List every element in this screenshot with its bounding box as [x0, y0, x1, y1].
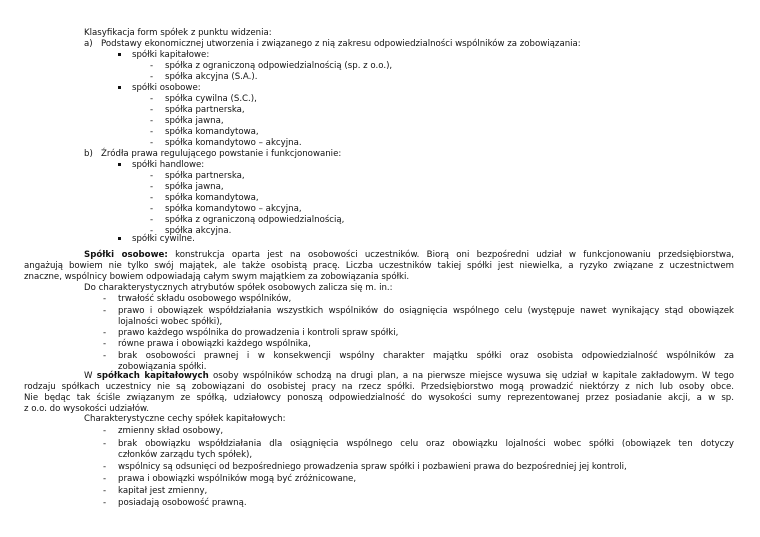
list-item: spółka partnerska, — [165, 171, 245, 181]
dash-bullet: - — [150, 72, 154, 82]
dash-bullet: - — [150, 226, 154, 236]
square-bullet-icon — [118, 237, 121, 240]
dash-bullet: - — [150, 127, 154, 137]
dash-bullet: - — [150, 171, 154, 181]
dash-bullet: - — [150, 204, 154, 214]
feature-item-cont: członków zarządu tych spółek), — [118, 450, 253, 460]
dash-bullet: - — [150, 182, 154, 192]
attributes-intro: Do charakterystycznych atrybutów spółek osobowych zalicza się m. in.: — [84, 283, 393, 293]
dash-bullet: - — [103, 486, 107, 496]
feature-item: prawa i obowiązki wspólników mogą być zróżnicowane, — [118, 474, 357, 484]
square-bullet-icon — [118, 163, 121, 166]
feature-item: wspólnicy są odsunięci od bezpośredniego prowadzenia spraw spółki i pozbawieni prawa do bezpośredniej jej kontroli, — [118, 462, 627, 472]
kapitalowe-line-1: W spółkach kapitałowych osoby wspólników schodzą na drugi plan, a na pierwsze miejsce wysuwa się udział w kapitale zakładowym. W tego — [84, 371, 735, 381]
list-item: spółka z ograniczoną odpowiedzialnością, — [165, 215, 345, 225]
dash-bullet: - — [103, 439, 107, 449]
dash-bullet: - — [150, 138, 154, 148]
feature-item: brak obowiązku współdziałania dla osiągnięcia wspólnego celu oraz obowiązku lojalności wobec spółki (obowiązek ten dotyczy — [118, 439, 734, 449]
attribute-item: prawo każdego wspólnika do prowadzenia i kontroli spraw spółki, — [118, 328, 399, 338]
group-label: spółki kapitałowe: — [132, 50, 210, 60]
dash-bullet: - — [103, 462, 107, 472]
dash-bullet: - — [150, 61, 154, 71]
osobowe-line-2: angażują bowiem nie tylko swój majątek, ale także osobistą pracę. Liczba uczestników takiej spółki jest niewielka, a ryzyko związane z uczestnictwem — [24, 261, 734, 271]
dash-bullet: - — [103, 474, 107, 484]
feature-item: kapitał jest zmienny, — [118, 486, 208, 496]
kapitalowe-line-2: rodzaju spółkach uczestnicy nie są zobowiązani do osobistej pracy na rzecz spółki. Przedsiębiorstwo mogą prowadzić niektórzy z nich lub osoby obce. — [24, 382, 734, 392]
kapitalowe-line-4: z o.o. do wysokości udziałów. — [24, 404, 149, 414]
group-label: spółki handlowe: — [132, 160, 205, 170]
square-bullet-icon — [118, 86, 121, 89]
list-item: spółka akcyjna. — [165, 226, 232, 236]
list-marker-a: a) — [84, 39, 93, 49]
attribute-item: prawo i obowiązek współdziałania wszystkich wspólników do osiągnięcia wspólnego celu (występuje nawet wynikający stąd obowiązek — [118, 306, 734, 316]
osobowe-line-3: znaczne, wspólnicy bowiem odpowiadają całym swym majątkiem za zobowiązania spółki. — [24, 272, 410, 282]
dash-bullet: - — [103, 426, 107, 436]
osobowe-line-1: Spółki osobowe: konstrukcja oparta jest na osobowości uczestników. Biorą oni bezpośredni udział w funkcjonowaniu przedsiębiorstwa, — [84, 250, 734, 260]
list-item: spółka komandytowa, — [165, 127, 259, 137]
list-item: spółka komandytowo – akcyjna, — [165, 204, 302, 214]
attribute-item-cont: lojalności wobec spółki), — [118, 317, 223, 327]
kapitalowe-line-3: Nie będąc tak ściśle związanym ze spółką, udziałowcy ponoszą odpowiedzialność do wysokości sumy reprezentowanej przez posiadanie akcji, a w sp. — [24, 393, 734, 403]
kapitalowe-term: spółkach kapitałowych — [96, 371, 209, 381]
list-item: spółka z ograniczoną odpowiedzialnością (sp. z o.o.), — [165, 61, 393, 71]
group-label: spółki osobowe: — [132, 83, 201, 93]
dash-bullet: - — [150, 215, 154, 225]
dash-bullet: - — [103, 498, 107, 508]
list-item: spółka akcyjna (S.A.). — [165, 72, 258, 82]
list-item: spółka partnerska, — [165, 105, 245, 115]
list-item: spółka cywilna (S.C.), — [165, 94, 257, 104]
list-item: spółka komandytowo – akcyjna. — [165, 138, 302, 148]
classification-intro: Klasyfikacja form spółek z punktu widzenia: — [84, 28, 272, 38]
attribute-item: brak osobowości prawnej i w konsekwencji wspólny charakter majątku spółki oraz osobista odpowiedzialność wspólników za — [118, 351, 734, 361]
group-label: spółki cywilne. — [132, 234, 195, 244]
dash-bullet: - — [150, 105, 154, 115]
attribute-item-cont: zobowiązania spółki. — [118, 362, 207, 372]
features-intro: Charakterystyczne cechy spółek kapitałowych: — [84, 414, 286, 424]
dash-bullet: - — [103, 306, 107, 316]
classification-a-text: Podstawy ekonomicznej utworzenia i związanego z nią zakresu odpowiedzialności wspólników za zobowiązania: — [101, 39, 581, 49]
list-item: spółka jawna, — [165, 116, 224, 126]
dash-bullet: - — [103, 339, 107, 349]
dash-bullet: - — [103, 294, 107, 304]
feature-item: posiadają osobowość prawną. — [118, 498, 247, 508]
attribute-item: równe prawa i obowiązki każdego wspólnika, — [118, 339, 311, 349]
attribute-item: trwałość składu osobowego wspólników, — [118, 294, 292, 304]
dash-bullet: - — [103, 328, 107, 338]
dash-bullet: - — [150, 94, 154, 104]
list-item: spółka komandytowa, — [165, 193, 259, 203]
square-bullet-icon — [118, 53, 121, 56]
list-marker-b: b) — [84, 149, 93, 159]
classification-b-text: Źródła prawa regulującego powstanie i funkcjonowanie: — [101, 149, 342, 159]
dash-bullet: - — [103, 351, 107, 361]
dash-bullet: - — [150, 116, 154, 126]
list-item: spółka jawna, — [165, 182, 224, 192]
dash-bullet: - — [150, 193, 154, 203]
osobowe-term: Spółki osobowe: — [84, 250, 168, 260]
feature-item: zmienny skład osobowy, — [118, 426, 224, 436]
